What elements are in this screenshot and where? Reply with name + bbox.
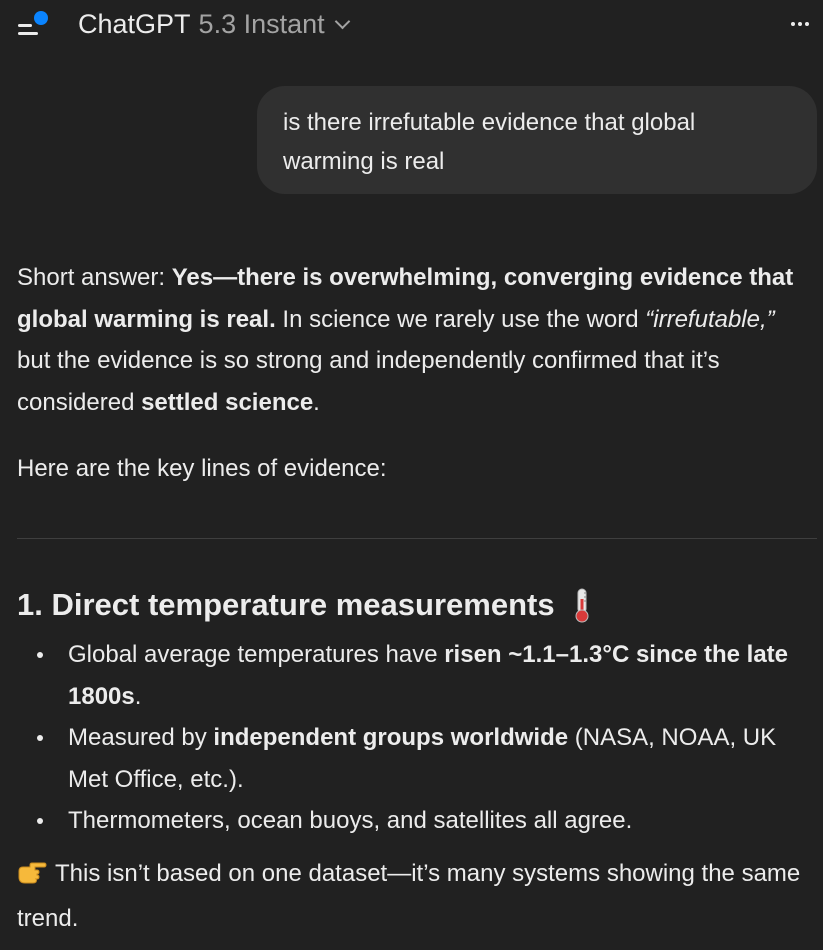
list-item	[17, 717, 807, 800]
text-span: (NASA, NOAA, UK Met Office, etc.).	[68, 724, 777, 793]
model-version: 5.3 Instant	[198, 8, 325, 39]
bold-text: independent groups worldwide	[213, 724, 569, 751]
bullet-list	[17, 634, 807, 842]
italic-text: “irrefutable,”	[645, 305, 775, 333]
chevron-down-icon	[334, 13, 350, 29]
pointing-hand-icon	[17, 856, 47, 898]
bold-text: risen ~1.1–1.3°C since the late 1800s	[68, 641, 788, 710]
text-span: .	[134, 682, 142, 710]
top-bar	[0, 0, 823, 50]
dot	[798, 22, 802, 26]
menu-line-icon	[18, 24, 32, 27]
bold-text: settled science	[141, 388, 314, 416]
more-dots-icon[interactable]	[785, 14, 815, 34]
section-heading	[17, 584, 591, 626]
text-span: .	[313, 388, 320, 416]
heading-text: 1. Direct temperature measurements	[17, 587, 555, 622]
answer-paragraph: Here are the key lines of evidence:	[17, 455, 387, 482]
thermometer-icon	[573, 587, 591, 623]
list-item	[17, 800, 807, 842]
text-span: Short answer:	[17, 264, 172, 291]
model-name: ChatGPT	[78, 8, 191, 39]
dot	[791, 22, 795, 26]
sidebar-menu-icon[interactable]	[14, 8, 54, 42]
note-paragraph	[17, 853, 807, 939]
dot	[805, 22, 809, 26]
text-span: but the evidence is so strong and independently confirmed that it’s considered	[17, 347, 720, 416]
assistant-message	[17, 257, 807, 490]
list-item	[17, 634, 807, 717]
user-message-bubble	[257, 86, 817, 194]
menu-line-icon	[18, 32, 38, 35]
notification-dot	[34, 11, 48, 25]
answer-paragraph	[17, 257, 807, 423]
text-span: Measured by	[68, 724, 214, 751]
user-message-text: is there irrefutable evidence that global warming is real	[283, 109, 696, 175]
text-span: Global average temperatures have	[68, 641, 445, 668]
divider	[17, 538, 817, 539]
model-switcher[interactable]	[78, 6, 348, 42]
bold-text: Yes—there is overwhelming, converging evidence that global warming is real.	[17, 264, 794, 333]
note-text: This isn’t based on one dataset—it’s many systems showing the same trend.	[17, 860, 801, 932]
text-span: In science we rarely use the word	[275, 305, 646, 333]
text-span: Thermometers, ocean buoys, and satellites all agree.	[68, 807, 633, 834]
